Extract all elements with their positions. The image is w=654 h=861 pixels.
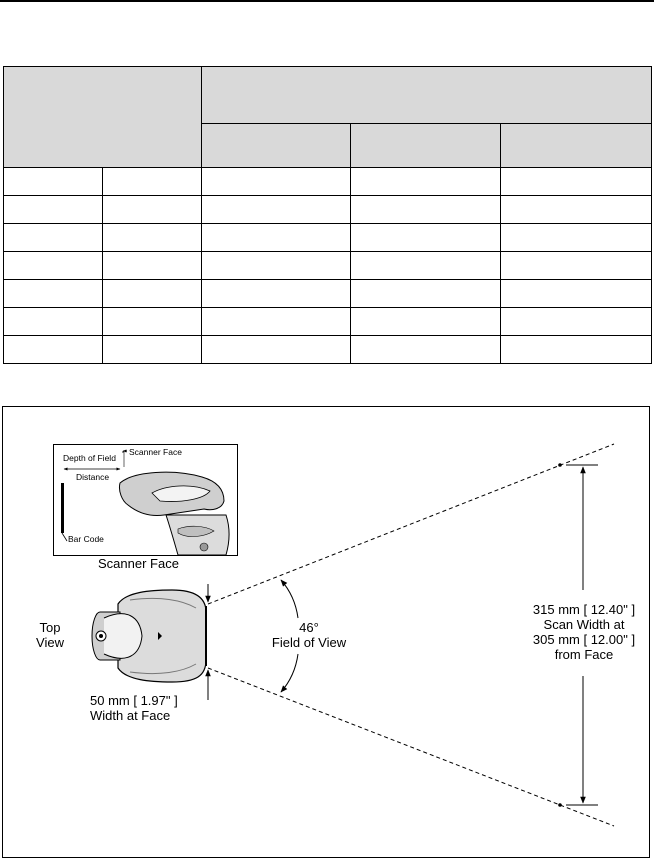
angle-value: 46° bbox=[299, 620, 319, 635]
scan-width-caption: Scan Width at bbox=[543, 617, 625, 632]
inset-caption: Scanner Face bbox=[98, 556, 179, 571]
depth-of-field-label: Depth of Field bbox=[63, 453, 116, 463]
scanner-face-pointer-label: Scanner Face bbox=[129, 447, 182, 457]
scanner-side-view bbox=[119, 472, 229, 555]
face-width-value: 50 mm [ 1.97" ] bbox=[90, 693, 178, 708]
scan-width-value: 315 mm [ 12.40" ] bbox=[532, 602, 636, 617]
fov-upper-line bbox=[208, 444, 614, 604]
scan-distance-value: 305 mm [ 12.00" ] bbox=[532, 632, 636, 647]
scan-distance-caption: from Face bbox=[554, 647, 614, 662]
bar-code-label: Bar Code bbox=[68, 534, 104, 544]
angle-arc-upper bbox=[281, 580, 298, 618]
angle-arc-lower bbox=[281, 654, 298, 692]
face-width-caption: Width at Face bbox=[90, 708, 171, 723]
angle-caption: Field of View bbox=[271, 635, 347, 650]
fov-lower-line bbox=[208, 668, 614, 826]
top-view-line-2: View bbox=[36, 635, 64, 650]
distance-label: Distance bbox=[76, 472, 110, 482]
top-view-label bbox=[30, 620, 70, 650]
scanner-top-view bbox=[92, 590, 206, 682]
width-at-face-label bbox=[90, 693, 212, 723]
field-of-view-label bbox=[254, 620, 364, 650]
scan-width-label bbox=[522, 602, 646, 662]
bar-code-bar bbox=[61, 483, 64, 533]
top-view-line-1: Top bbox=[39, 620, 61, 635]
scanner-face-inset bbox=[53, 444, 238, 556]
